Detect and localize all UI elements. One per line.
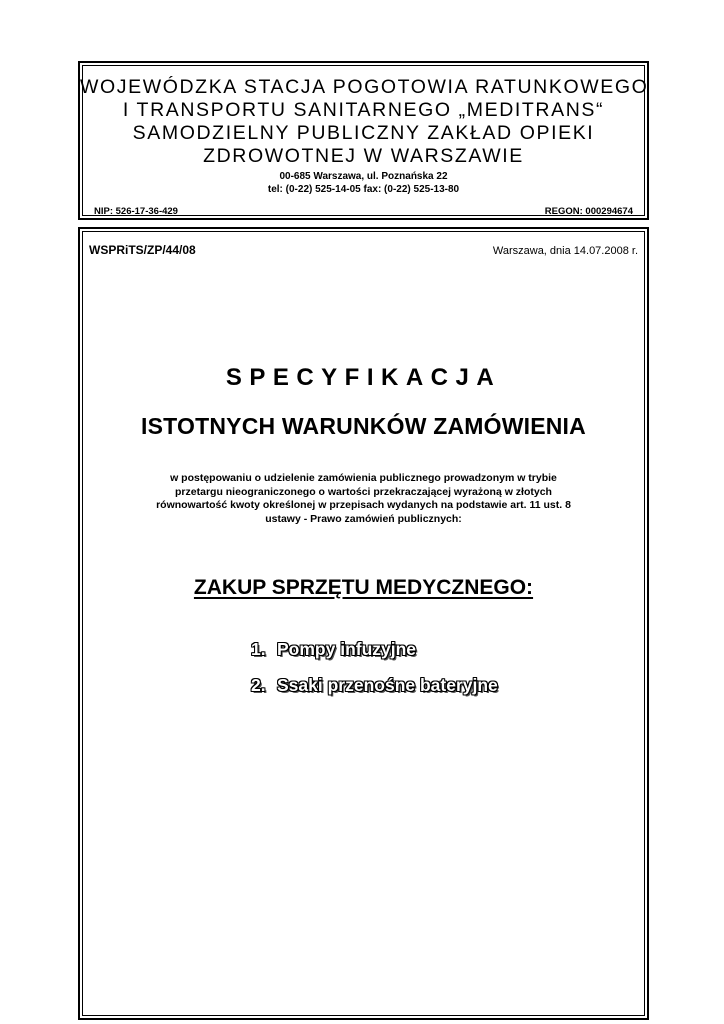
item-label: Pompy infuzyjne: [277, 639, 417, 659]
organization-ids: [94, 206, 633, 217]
list-item: [251, 637, 498, 673]
item-number: 2.: [251, 675, 266, 695]
organization-name-line: I TRANSPORTU SANITARNEGO „MEDITRANS“: [122, 99, 605, 121]
document-title: SPECYFIKACJA: [225, 364, 502, 391]
organization-address: 00-685 Warszawa, ul. Poznańska 22: [279, 171, 448, 182]
nip-number: NIP: 526-17-36-429: [94, 206, 178, 217]
organization-name-line: ZDROWOTNEJ W WARSZAWIE: [203, 145, 524, 167]
document-subtitle: ISTOTNYCH WARUNKÓW ZAMÓWIENIA: [141, 413, 586, 439]
organization-name-line: SAMODZIELNY PUBLICZNY ZAKŁAD OPIEKI: [132, 122, 595, 144]
reference-row: [89, 243, 638, 257]
list-item: [251, 673, 498, 709]
purchase-title: ZAKUP SPRZĘTU MEDYCZNEGO:: [193, 576, 534, 599]
organization-contact: tel: (0-22) 525-14-05 fax: (0-22) 525-13-80: [267, 184, 460, 195]
item-list: [251, 637, 498, 709]
item-number: 1.: [251, 639, 266, 659]
intro-paragraph: [110, 472, 617, 526]
reference-number: WSPRiTS/ZP/44/08: [89, 243, 196, 257]
item-label: Ssaki przenośne bateryjne: [277, 675, 498, 695]
organization-header: [78, 61, 649, 220]
organization-name-line: WOJEWÓDZKA STACJA POGOTOWIA RATUNKOWEGO: [80, 76, 649, 98]
intro-line: równowartość kwoty określonej w przepisach wydanych na podstawie art. 11 ust. 8: [156, 499, 571, 511]
intro-line: w postępowaniu o udzielenie zamówienia publicznego prowadzonym w trybie: [170, 472, 557, 484]
intro-line: ustawy - Prawo zamówień publicznych:: [265, 512, 462, 525]
intro-line: przetargu nieograniczonego o wartości przekraczającej wyrażoną w złotych: [175, 485, 552, 498]
document-date: Warszawa, dnia 14.07.2008 r.: [492, 245, 638, 257]
regon-number: REGON: 000294674: [544, 206, 633, 217]
document-body: [78, 227, 649, 1020]
